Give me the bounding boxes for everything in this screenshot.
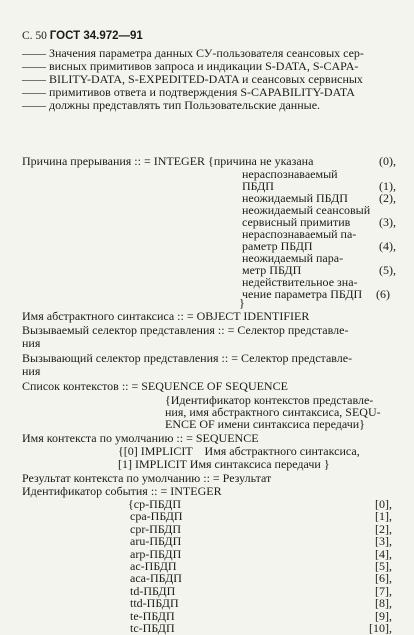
- event-name: aru-ПБДП: [130, 534, 182, 549]
- comment-line: —— должны представлять тип Пользовательские данные.: [22, 98, 321, 112]
- def-line: Список контекстов :: = SEQUENCE OF SEQUENCE: [22, 379, 288, 393]
- event-name: aca-ПБДП: [130, 571, 182, 586]
- abort-code: (1),: [379, 179, 396, 193]
- comment-line: —— примитивов ответа и подтверждения S-CAPABILITY-DATA: [22, 85, 355, 99]
- abort-code: (2),: [379, 191, 396, 205]
- event-name: cpr-ПБДП: [130, 521, 182, 536]
- event-name: te-ПБДП: [130, 608, 175, 623]
- event-name: {cp-ПБДП: [128, 497, 182, 511]
- abort-reason-head: Причина прерывания :: = INTEGER {причина не указана: [22, 154, 314, 168]
- comment-line: —— Значения параметра данных СУ-пользователя сеансовых сер-: [22, 46, 364, 60]
- abort-code: (0),: [379, 154, 396, 168]
- def-line: ния, имя абстрактного синтаксиса, SEQU-: [165, 405, 381, 419]
- event-name: ttd-ПБДП: [130, 596, 179, 611]
- event-code: [4],: [375, 546, 392, 561]
- def-line: {Идентификатор контекстов представле-: [165, 393, 374, 407]
- def-line: Имя контекста по умолчанию :: = SEQUENCE: [22, 431, 259, 445]
- event-code: [7],: [375, 583, 392, 598]
- abort-reason-line: неожидаемый ПБДП: [242, 191, 348, 205]
- event-code: [6],: [375, 571, 392, 586]
- def-line: ния: [22, 336, 41, 350]
- abort-reason-line: недействительное зна-: [242, 275, 358, 289]
- event-code: [10],: [369, 621, 392, 635]
- event-name: td-ПБДП: [130, 583, 176, 598]
- abort-code: (6): [376, 287, 390, 301]
- def-line: ENCE OF имени синтаксиса передачи}: [165, 417, 365, 431]
- event-name: cpa-ПБДП: [130, 509, 183, 524]
- abort-reason-line: нераспознаваемый па-: [242, 227, 357, 241]
- abort-reason-line: метр ПБДП: [242, 263, 302, 277]
- comment-line: —— висных примитивов запроса и индикации S-DATA, S-CAPA-: [22, 59, 359, 73]
- def-line: Вызывающий селектор представления :: = Селектор представле-: [22, 351, 353, 365]
- abort-code: (4),: [379, 239, 396, 253]
- event-code: [2],: [375, 521, 392, 536]
- event-name: arp-ПБДП: [130, 546, 182, 561]
- def-line: Идентификатор события :: = INTEGER: [22, 484, 222, 498]
- event-code: [3],: [375, 534, 392, 549]
- page-header: [22, 30, 143, 43]
- abort-code: (3),: [379, 215, 396, 229]
- event-code: [9],: [375, 608, 392, 623]
- abort-reason-line: ПБДП: [242, 179, 274, 193]
- def-line: ния: [22, 364, 41, 378]
- event-name: tc-ПБДП: [130, 621, 175, 635]
- event-code: [8],: [375, 596, 392, 611]
- event-code: [5],: [375, 559, 392, 573]
- def-line: [1] IMPLICIT Имя синтаксиса передачи }: [118, 457, 330, 471]
- def-line: Имя абстрактного синтаксиса :: = OBJECT IDENTIFIER: [22, 309, 310, 323]
- def-line: Вызываемый селектор представления :: = Селектор представле-: [22, 323, 349, 337]
- event-code: [1],: [375, 509, 392, 524]
- comment-line: —— BILITY-DATA, S-EXPEDITED-DATA и сеансовых сервисных: [22, 72, 363, 86]
- abort-reason-line: нераспознаваемый: [242, 167, 338, 181]
- def-line: Результат контекста по умолчанию :: = Результат: [22, 471, 272, 485]
- event-code: [0],: [375, 497, 392, 511]
- abort-reason-close: }: [239, 296, 245, 310]
- abort-code: (5),: [379, 263, 396, 277]
- page-number: С. 50: [22, 30, 47, 42]
- def-line: {[0] IMPLICIT Имя абстрактного синтаксиса,: [118, 444, 360, 458]
- abort-reason-line: сервисный примитив: [242, 215, 351, 229]
- abort-reason-line: неожидаемый сеансовый: [242, 203, 371, 217]
- abort-reason-line: чение параметра ПБДП: [242, 287, 363, 301]
- event-name: ac-ПБДП: [130, 559, 177, 573]
- abort-reason-line: неожидаемый пара-: [242, 251, 344, 265]
- abort-reason-line: раметр ПБДП: [242, 239, 313, 253]
- standard-id: ГОСТ 34.972—91: [49, 30, 143, 42]
